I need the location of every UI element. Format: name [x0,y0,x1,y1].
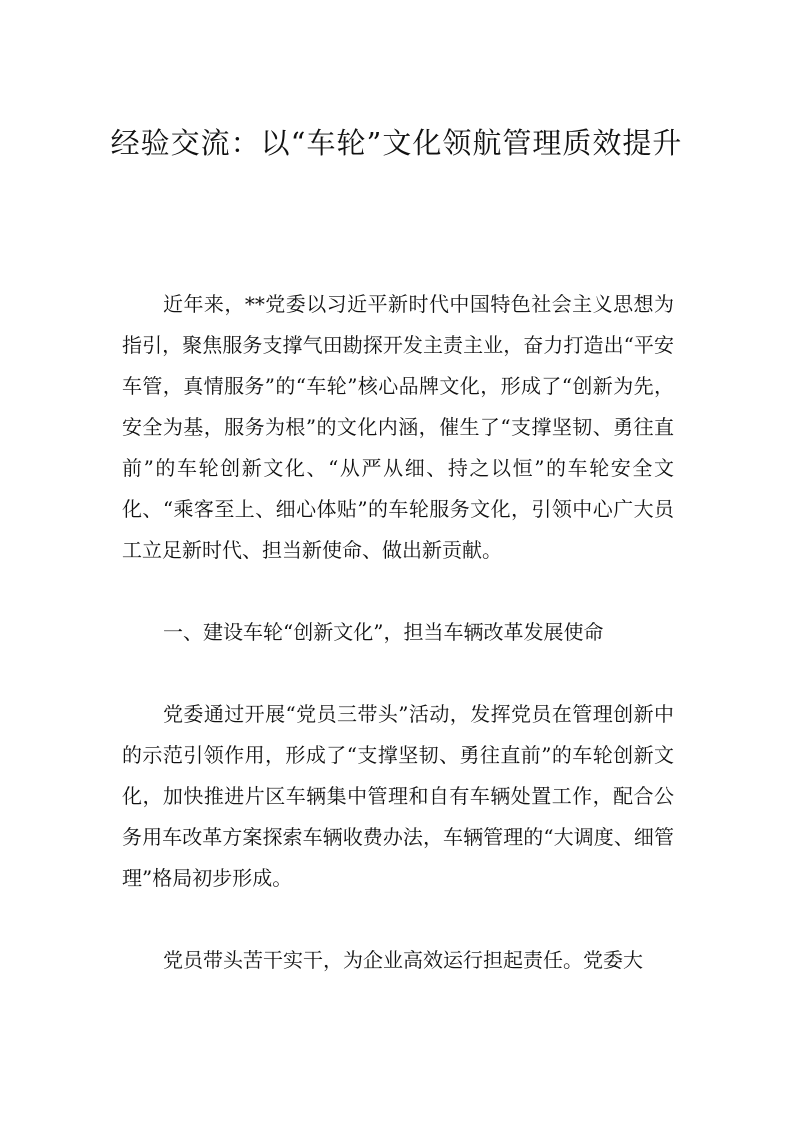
document-title: 经验交流：以“车轮”文化领航管理质效提升 [110,126,683,160]
paragraph-gap [122,653,674,694]
document-body [122,284,674,981]
intro-paragraph: 近年来，**党委以习近平新时代中国特色社会主义思想为指引，聚焦服务支撑气田勘探开发主责主业，奋力打造出“平安车管，真情服务”的“车轮”核心品牌文化，形成了“创新为先，安全为基，服务为根”的文化内涵，催生了“支撑坚韧、勇往直前”的车轮创新文化、“从严从细、持之以恒”的车轮安全文化、“乘客至上、细心体贴”的车轮服务文化，引领中心广大员工立足新时代、担当新使命、做出新贡献。 [122,292,674,562]
body-paragraph: 党员带头苦干实干，为企业高效运行担起责任。党委大 [163,948,643,972]
body-paragraph: 党委通过开展“党员三带头”活动，发挥党员在管理创新中的示范引领作用，形成了“支撑坚韧、勇往直前”的车轮创新文化，加快推进片区车辆集中管理和自有车辆处置工作，配合公务用车改革方案探索车辆收费办法，车辆管理的“大调度、细管理”格局初步形成。 [122,702,674,890]
paragraph-gap [122,899,674,940]
section-heading: 一、建设车轮“创新文化”，担当车辆改革发展使命 [163,620,604,644]
paragraph-gap [122,571,674,612]
